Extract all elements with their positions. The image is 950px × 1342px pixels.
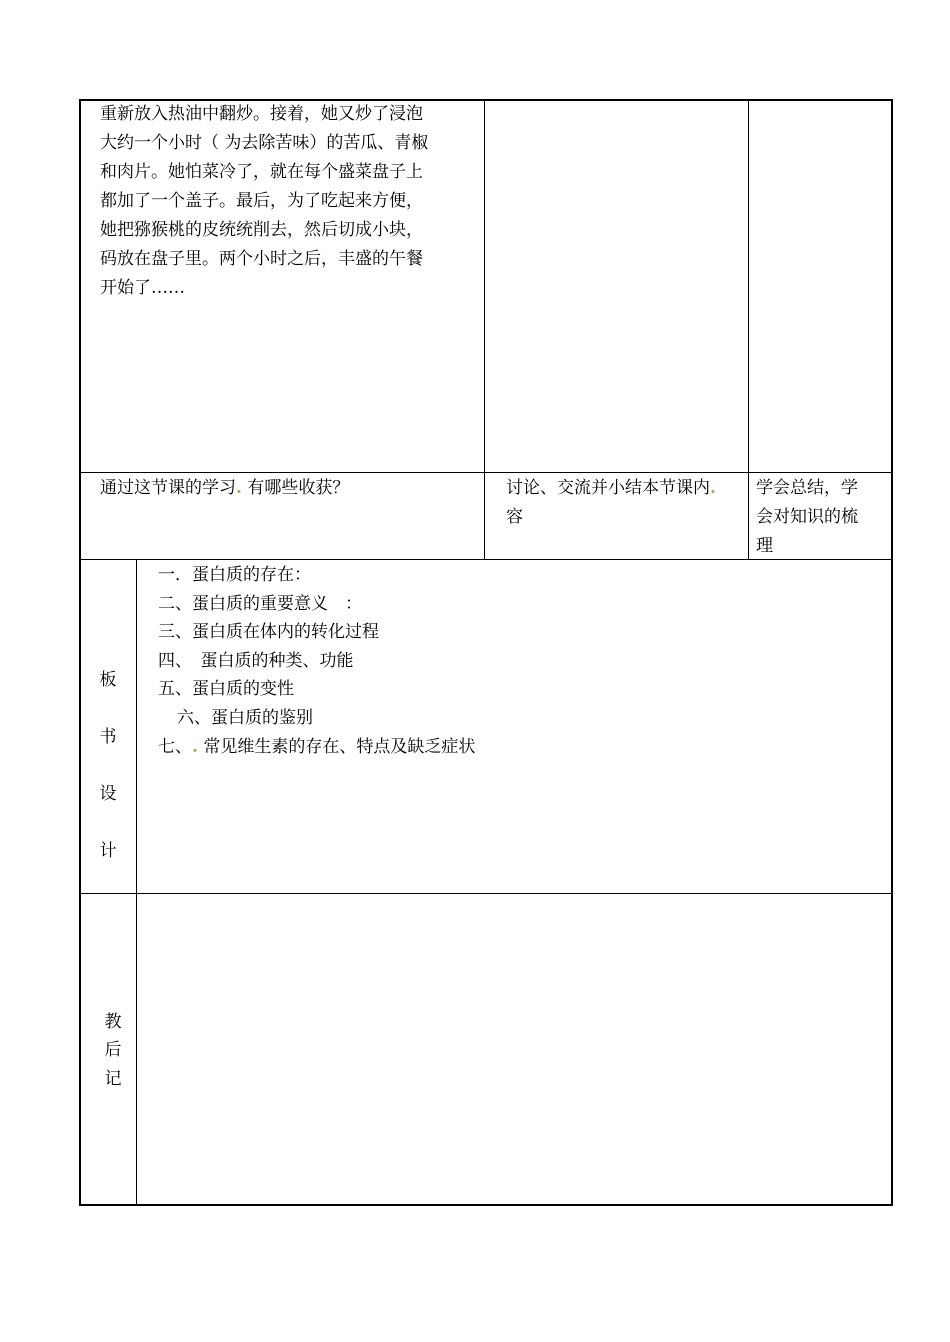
board-design-label-char: 计 [99, 841, 117, 861]
reflection-label-char: 记 [104, 1069, 122, 1089]
summary-question [100, 474, 349, 503]
col-divider-1 [484, 99, 485, 560]
board-design-label-char: 板 [99, 670, 117, 690]
board-item: 五、蛋白质的变性 [158, 679, 294, 699]
col-divider-2 [748, 99, 749, 560]
board-item: 一．蛋白质的存在： [158, 565, 311, 585]
summary-question-dot: . [236, 478, 242, 498]
design-intent-line: 会对知识的梳 [756, 507, 858, 527]
reflection-label-char: 后 [104, 1040, 122, 1060]
table-border-bottom [79, 1204, 893, 1206]
design-intent-line: 学会总结，学 [756, 478, 858, 498]
student-activity-dot: . [710, 478, 716, 498]
story-paragraph [100, 100, 428, 303]
student-activity [506, 474, 716, 532]
story-line: 开始了…… [100, 278, 185, 298]
story-line: 她把猕猴桃的皮统统削去，然后切成小块， [100, 220, 423, 240]
summary-question-rest: 有哪些收获？ [241, 478, 350, 498]
board-item: 四、 蛋白质的种类、功能 [158, 651, 354, 671]
reflection-content-area [137, 894, 891, 1204]
board-item: 三、蛋白质在体内的转化过程 [158, 622, 379, 642]
student-activity-line: 容 [506, 507, 523, 527]
summary-question-text: 通过这节课的学习 [100, 478, 236, 498]
design-intent [756, 474, 858, 561]
story-line: 重新放入热油中翻炒。接着，她又炒了浸泡 [100, 104, 423, 124]
story-line: 码放在盘子里。两个小时之后，丰盛的午餐 [100, 249, 423, 269]
design-intent-line: 理 [756, 536, 773, 556]
row-divider-1 [79, 472, 893, 473]
student-activity-line: 讨论、交流并小结本节课内 [506, 478, 710, 498]
story-line: 和肉片。她怕菜冷了，就在每个盛菜盘子上 [100, 162, 423, 182]
board-design-label-char: 书 [99, 727, 117, 747]
board-item-prefix: 七、 [158, 737, 192, 757]
board-item: 二、蛋白质的重要意义 ： [158, 594, 362, 614]
board-item-dot: . [192, 737, 198, 757]
story-line: 大约一个小时（ 为去除苦味）的苦瓜、青椒 [100, 133, 429, 153]
table-border-left [79, 99, 81, 1206]
board-item-text: 常见维生素的存在、特点及缺乏症状 [197, 737, 476, 757]
reflection-label-char: 教 [104, 1012, 122, 1032]
board-design-label-char: 设 [99, 784, 117, 804]
board-item: 六、蛋白质的鉴别 [177, 708, 313, 728]
table-border-right [891, 99, 893, 1206]
board-item [158, 733, 475, 762]
story-line: 都加了一个盖子。最后，为了吃起来方便， [100, 191, 423, 211]
